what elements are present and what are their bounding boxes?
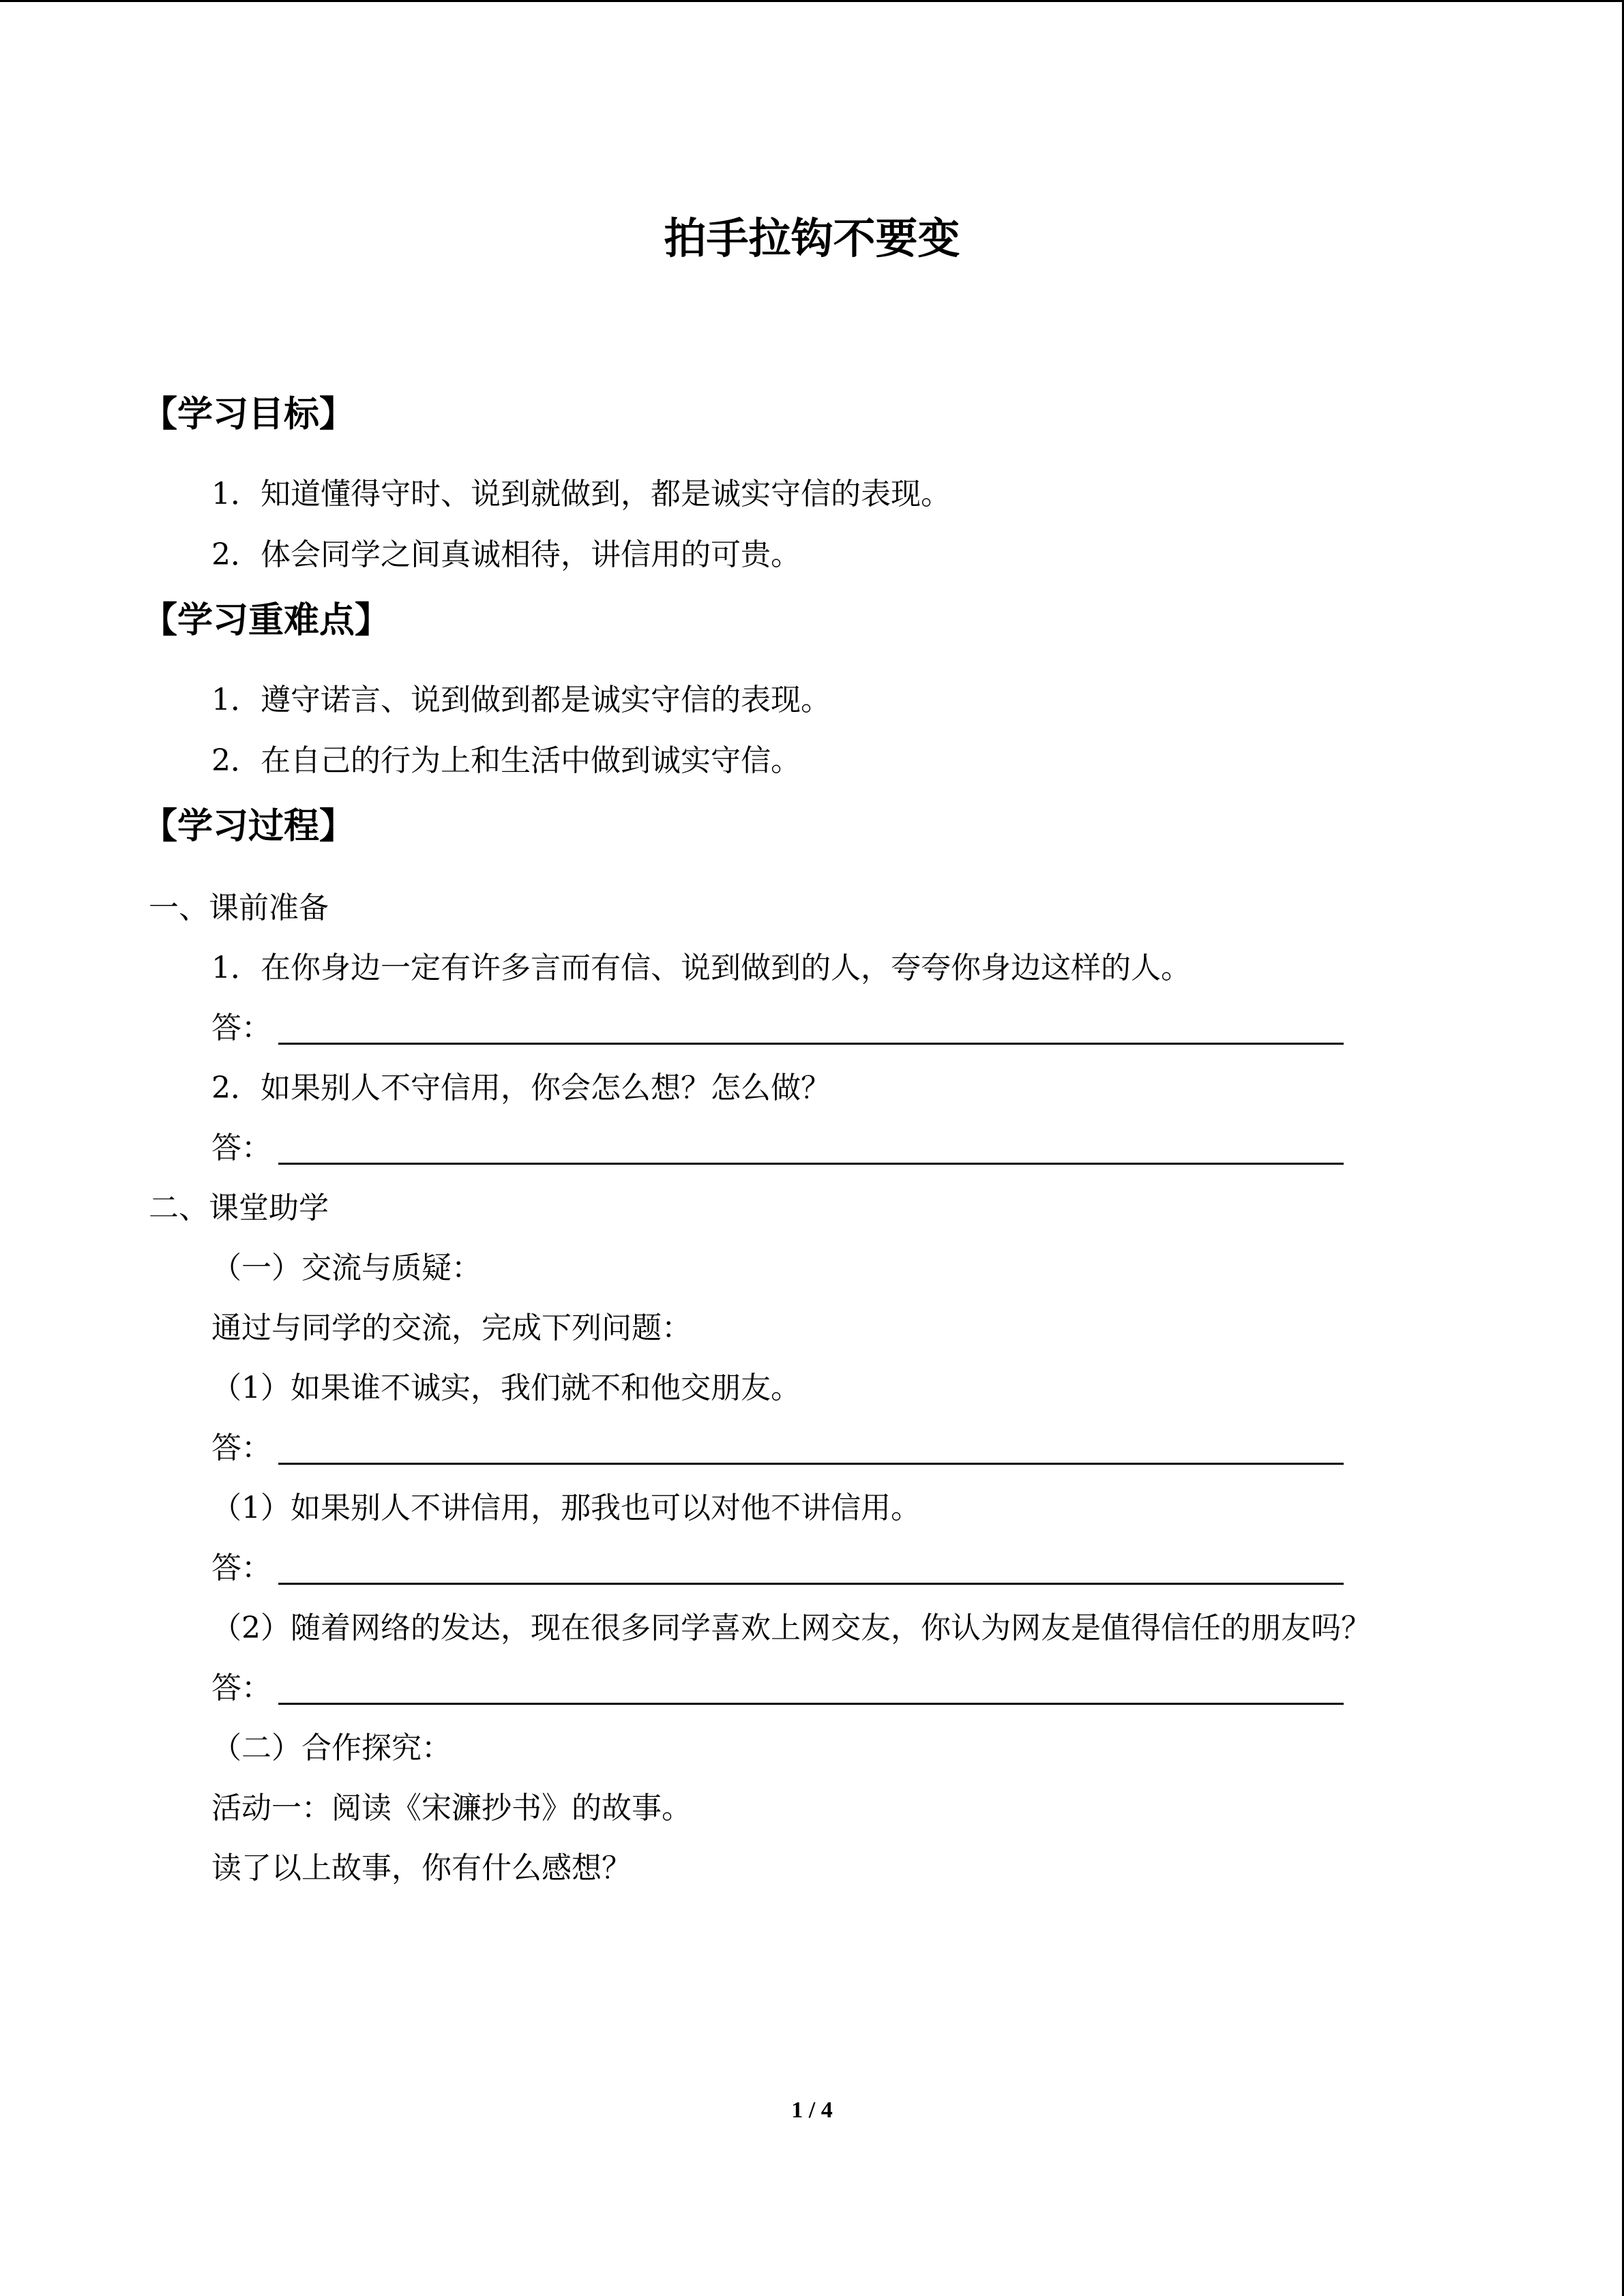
objective-item-1: 1．知道懂得守时、说到就做到，都是诚实守信的表现。: [211, 477, 951, 511]
page-title: 拍手拉钩不要变: [664, 213, 960, 263]
answer-blank[interactable]: [278, 1463, 1344, 1465]
part2-question-3: （2）随着网络的发达，现在很多同学喜欢上网交友，你认为网友是值得信任的朋友吗？: [211, 1611, 1371, 1645]
top-border-line: [0, 0, 1624, 2]
answer-blank[interactable]: [278, 1703, 1344, 1705]
answer-line-2[interactable]: [211, 1124, 271, 1172]
answer-label: 答：: [211, 1551, 271, 1585]
part2-intro: 通过与同学的交流，完成下列问题：: [211, 1311, 692, 1345]
heading-key-points: 【学习重难点】: [142, 600, 391, 641]
answer-line-1[interactable]: [211, 1004, 271, 1052]
heading-objectives: 【学习目标】: [142, 394, 355, 435]
answer-label: 答：: [211, 1431, 271, 1465]
answer-label: 答：: [211, 1011, 271, 1045]
answer-line-3[interactable]: [211, 1425, 271, 1472]
part2-reflection-question: 读了以上故事，你有什么感想？: [211, 1851, 632, 1885]
key-point-item-2: 2．在自己的行为上和生活中做到诚实守信。: [211, 743, 801, 778]
page-number: 1 / 4: [791, 2098, 833, 2123]
part2-question-2: （1）如果别人不讲信用，那我也可以对他不讲信用。: [211, 1491, 921, 1525]
part2-question-1: （1）如果谁不诚实，我们就不和他交朋友。: [211, 1371, 801, 1405]
part2-activity: 活动一：阅读《宋濂抄书》的故事。: [211, 1791, 692, 1825]
answer-blank[interactable]: [278, 1583, 1344, 1585]
part1-title: 一、课前准备: [149, 891, 329, 925]
part1-question-2: 2．如果别人不守信用，你会怎么想？怎么做？: [211, 1071, 831, 1105]
answer-label: 答：: [211, 1671, 271, 1705]
answer-line-5[interactable]: [211, 1665, 271, 1712]
answer-line-4[interactable]: [211, 1545, 271, 1592]
answer-blank[interactable]: [278, 1043, 1344, 1045]
objective-item-2: 2．体会同学之间真诚相待，讲信用的可贵。: [211, 537, 801, 572]
part2-subheading-2: （二）合作探究：: [211, 1731, 452, 1765]
part2-title: 二、课堂助学: [149, 1191, 329, 1225]
answer-blank[interactable]: [278, 1163, 1344, 1165]
key-point-item-1: 1．遵守诺言、说到做到都是诚实守信的表现。: [211, 683, 831, 717]
part2-subheading-1: （一）交流与质疑：: [211, 1251, 482, 1285]
heading-process: 【学习过程】: [142, 806, 355, 847]
answer-label: 答：: [211, 1131, 271, 1165]
part1-question-1: 1．在你身边一定有许多言而有信、说到做到的人，夸夸你身边这样的人。: [211, 951, 1191, 985]
